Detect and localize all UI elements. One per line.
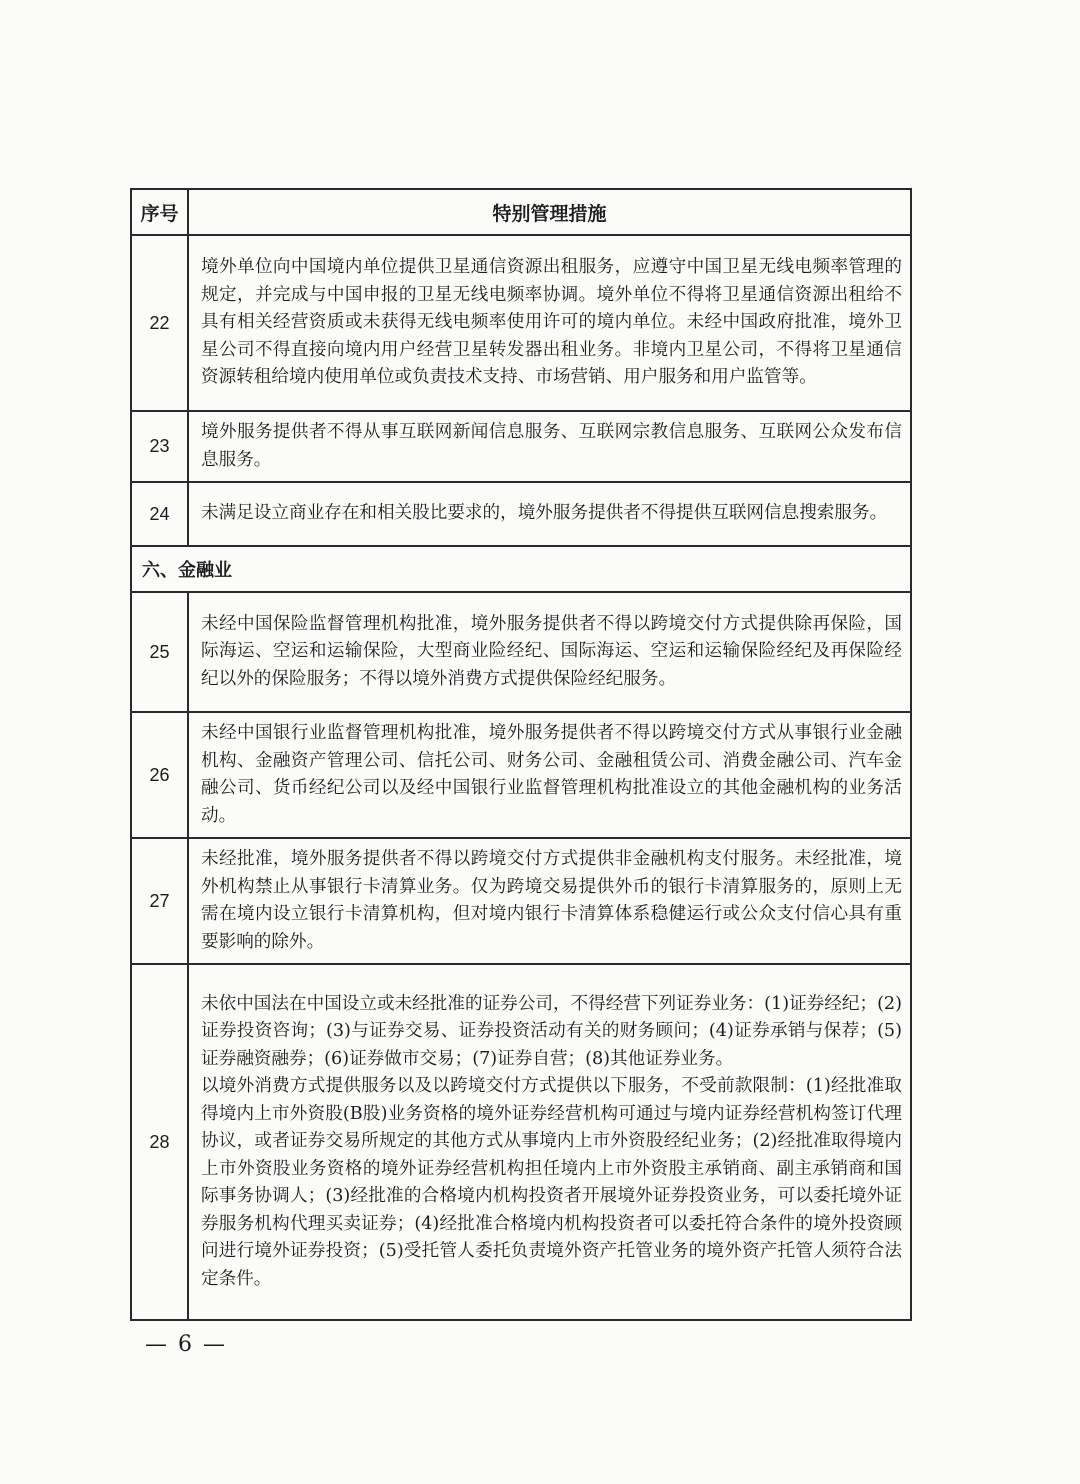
row-text: 未满足设立商业存在和相关股比要求的，境外服务提供者不得提供互联网信息搜索服务。 [188, 482, 911, 546]
row-paragraph: 未依中国法在中国设立或未经批准的证券公司，不得经营下列证券业务：(1)证券经纪；(2)证券投资咨询；(3)与证券交易、证券投资活动有关的财务顾问；(4)证券承销与保荐；(5)证券融资融券；(6)证券做市交易；(7)证券自营；(8)其他证券业务。 [201, 993, 902, 1069]
row-number: 27 [131, 838, 188, 964]
row-paragraph: 以境外消费方式提供服务以及以跨境交付方式提供以下服务，不受前款限制：(1)经批准取得境内上市外资股(B股)业务资格的境外证券经营机构可通过与境内证券经营机构签订代理协议，或者证券交易所规定的其他方式从事境内上市外资股经纪业务；(2)经批准取得境内上市外资股业务资格的境外证券经营机构担任境内上市外资股主承销商、副主承销商和国际事务协调人；(3)经批准的合格境内机构投资者开展境外证券投资业务，可以委托境外证券服务机构代理买卖证券；(4)经批准合格境内机构投资者可以委托符合条件的境外投资顾问进行境外证券投资；(5)受托管人委托负责境外资产托管业务的境外资产托管人须符合法定条件。 [201, 1076, 902, 1289]
row-text: 未经中国保险监督管理机构批准，境外服务提供者不得以跨境交付方式提供除再保险，国际海运、空运和运输保险，大型商业险经纪、国际海运、空运和运输保险经纪及再保险经纪以外的保险服务；不得以境外消费方式提供保险经纪服务。 [188, 592, 911, 712]
row-number: 23 [131, 411, 188, 482]
table-row [131, 964, 911, 1320]
section-title: 六、金融业 [131, 546, 911, 592]
table-row [131, 592, 911, 712]
row-number: 24 [131, 482, 188, 546]
section-row [131, 546, 911, 592]
row-number: 26 [131, 712, 188, 838]
table-row [131, 235, 911, 411]
table-row [131, 411, 911, 482]
table-header-row [131, 189, 911, 235]
row-text: 境外服务提供者不得从事互联网新闻信息服务、互联网宗教信息服务、互联网公众发布信息服务。 [188, 411, 911, 482]
special-measures-table [130, 188, 912, 1321]
row-text: 未经批准，境外服务提供者不得以跨境交付方式提供非金融机构支付服务。未经批准，境外机构禁止从事银行卡清算业务。仅为跨境交易提供外币的银行卡清算服务的，原则上无需在境内设立银行卡清算机构，但对境内银行卡清算体系稳健运行或公众支付信心具有重要影响的除外。 [188, 838, 911, 964]
table-row [131, 838, 911, 964]
row-number: 25 [131, 592, 188, 712]
table-row [131, 482, 911, 546]
row-text: 境外单位向中国境内单位提供卫星通信资源出租服务，应遵守中国卫星无线电频率管理的规定，并完成与中国申报的卫星无线电频率协调。境外单位不得将卫星通信资源出租给不具有相关经营资质或未获得无线电频率使用许可的境内单位。未经中国政府批准，境外卫星公司不得直接向境内用户经营卫星转发器出租业务。非境内卫星公司，不得将卫星通信资源转租给境内使用单位或负责技术支持、市场营销、用户服务和用户监管等。 [188, 235, 911, 411]
row-text [188, 964, 911, 1320]
row-number: 22 [131, 235, 188, 411]
table-row [131, 712, 911, 838]
header-number: 序号 [131, 189, 188, 235]
row-number: 28 [131, 964, 188, 1320]
header-measure: 特别管理措施 [188, 189, 911, 235]
page-number: — 6 — [145, 1332, 227, 1357]
row-text: 未经中国银行业监督管理机构批准，境外服务提供者不得以跨境交付方式从事银行业金融机构、金融资产管理公司、信托公司、财务公司、金融租赁公司、消费金融公司、汽车金融公司、货币经纪公司以及经中国银行业监督管理机构批准设立的其他金融机构的业务活动。 [188, 712, 911, 838]
